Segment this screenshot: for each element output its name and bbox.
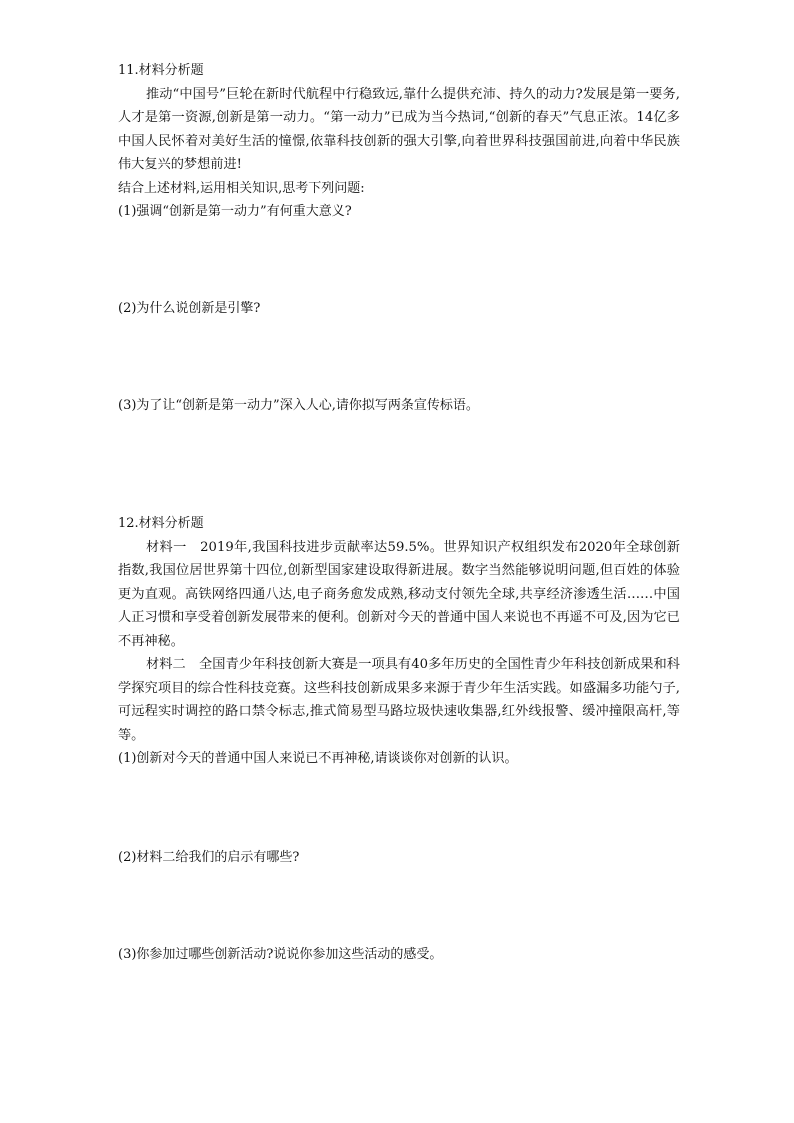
question-12-material-1: 材料一 2019年,我国科技进步贡献率达59.5%。世界知识产权组织发布2020年全球创新指数,我国位居世界第十四位,创新型国家建设取得新进展。数字当然能够说明问题,但百姓的体验更为直观。高铁网络四通八达,电子商务愈发成熟,移动支付领先全球,共享经济渗透生活……中国人正习惯和享受着创新发展带来的便利。创新对今天的普通中国人来说也不再遥不可及,因为它已不再神秘。 (118, 539, 680, 649)
question-11-sub-1: (1)强调“创新是第一动力”有何重大意义? (118, 204, 352, 219)
question-11-prompt: 结合上述材料,运用相关知识,思考下列问题: (118, 180, 365, 196)
question-12-material-2: 材料二 全国青少年科技创新大赛是一项具有40多年历史的全国性青少年科技创新成果和科学探究项目的综合性科技竞赛。这些科技创新成果多来源于青少年生活实践。如盛漏多功能勺子,可远程实时调控的路口禁令标志,推式简易型马路垃圾快速收集器,红外线报警、缓冲撞限高杆,等等。 (118, 657, 680, 743)
question-12 (118, 512, 680, 771)
question-12-sub-3: (3)你参加过哪些创新活动?说说你参加这些活动的感受。 (118, 947, 443, 962)
question-11-sub-2: (2)为什么说创新是引擎? (118, 301, 261, 316)
question-11-material: 推动“中国号”巨轮在新时代航程中行稳致远,靠什么提供充沛、持久的动力?发展是第一要务,人才是第一资源,创新是第一动力。“第一动力”已成为当今热词,“创新的春天”气息正浓。14亿多中国人民怀着对美好生活的憧憬,依靠科技创新的强大引擎,向着世界科技强国前进,向着中华民族伟大复兴的梦想前进! (118, 86, 680, 172)
question-12-sub-2: (2)材料二给我们的启示有哪些? (118, 850, 300, 865)
question-12-title: 12.材料分析题 (118, 516, 204, 531)
question-11-sub-3: (3)为了让“创新是第一动力”深入人心,请你拟写两条宣传标语。 (118, 398, 479, 413)
question-11-title: 11.材料分析题 (118, 63, 204, 78)
question-12-sub-1: (1)创新对今天的普通中国人来说已不再神秘,请谈谈你对创新的认识。 (118, 751, 518, 766)
question-11 (118, 59, 680, 224)
